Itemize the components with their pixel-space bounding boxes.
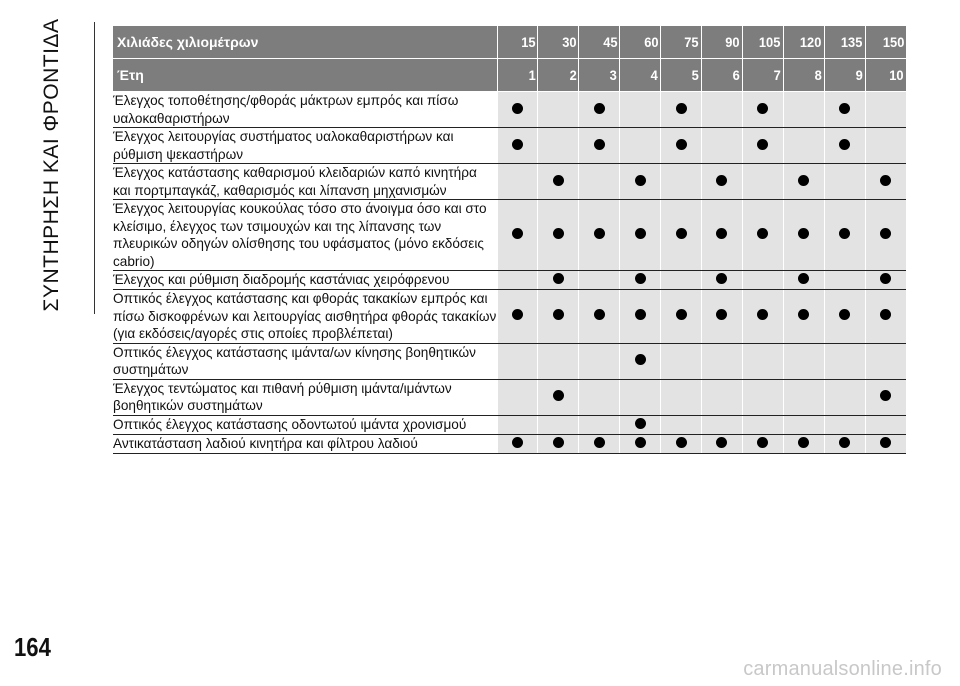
required-dot-icon [839, 309, 850, 320]
interval-cell [497, 200, 538, 271]
interval-cell [579, 271, 620, 290]
required-dot-icon [512, 139, 523, 150]
interval-cell [497, 290, 538, 344]
required-dot-icon [798, 175, 809, 186]
interval-cell [824, 379, 865, 415]
interval-cell [538, 290, 579, 344]
required-dot-icon [676, 103, 687, 114]
table-row [113, 379, 906, 415]
required-dot-icon [594, 309, 605, 320]
interval-cell [538, 379, 579, 415]
interval-cell [620, 164, 661, 200]
section-title: ΣΥΝΤΗΡΗΣΗ ΚΑΙ ΦΡΟΝΤΙΔΑ [40, 18, 63, 312]
required-dot-icon [553, 390, 564, 401]
interval-cell [661, 434, 702, 453]
interval-cell [538, 415, 579, 434]
interval-cell [579, 128, 620, 164]
interval-cell [742, 92, 783, 128]
interval-cell [497, 92, 538, 128]
interval-cell [661, 343, 702, 379]
interval-cell [783, 434, 824, 453]
task-label: Έλεγχος λειτουργίας κουκούλας τόσο στο άνοιγμα όσο και στο κλείσιμο, έλεγχος των τσιμουχών και της λίπανσης των πλευρικών οδηγών ολίσθησης του υφάσματος (μόνο εκδόσεις cabrio) [113, 200, 497, 271]
required-dot-icon [635, 437, 646, 448]
required-dot-icon [553, 228, 564, 239]
header-year-cell: 2 [538, 59, 579, 92]
required-dot-icon [594, 437, 605, 448]
required-dot-icon [798, 228, 809, 239]
interval-cell [497, 271, 538, 290]
header-year-cell: 6 [701, 59, 742, 92]
interval-cell [865, 128, 906, 164]
interval-cell [579, 164, 620, 200]
required-dot-icon [880, 273, 891, 284]
header-years-label: Έτη [113, 59, 497, 92]
interval-cell [579, 290, 620, 344]
required-dot-icon [757, 228, 768, 239]
required-dot-icon [553, 437, 564, 448]
required-dot-icon [839, 103, 850, 114]
interval-cell [742, 128, 783, 164]
interval-cell [865, 290, 906, 344]
required-dot-icon [594, 103, 605, 114]
interval-cell [538, 343, 579, 379]
interval-cell [783, 343, 824, 379]
interval-cell [824, 434, 865, 453]
header-year-cell: 8 [783, 59, 824, 92]
required-dot-icon [798, 309, 809, 320]
interval-cell [742, 434, 783, 453]
side-divider [94, 22, 95, 314]
interval-cell [742, 379, 783, 415]
table-row [113, 290, 906, 344]
required-dot-icon [676, 437, 687, 448]
header-km-cell: 15 [497, 26, 538, 59]
interval-cell [497, 434, 538, 453]
required-dot-icon [512, 103, 523, 114]
required-dot-icon [512, 228, 523, 239]
interval-cell [661, 92, 702, 128]
interval-cell [824, 164, 865, 200]
maintenance-schedule-table [113, 26, 906, 454]
header-year-cell: 10 [865, 59, 906, 92]
interval-cell [538, 92, 579, 128]
header-km-cell: 30 [538, 26, 579, 59]
interval-cell [538, 200, 579, 271]
interval-cell [701, 290, 742, 344]
interval-cell [742, 415, 783, 434]
interval-cell [701, 343, 742, 379]
header-year-cell: 3 [579, 59, 620, 92]
interval-cell [865, 200, 906, 271]
required-dot-icon [757, 309, 768, 320]
interval-cell [497, 415, 538, 434]
interval-cell [661, 164, 702, 200]
required-dot-icon [553, 273, 564, 284]
header-row-km [113, 26, 906, 59]
interval-cell [538, 164, 579, 200]
required-dot-icon [635, 354, 646, 365]
interval-cell [661, 290, 702, 344]
table-row [113, 164, 906, 200]
required-dot-icon [880, 309, 891, 320]
required-dot-icon [798, 273, 809, 284]
interval-cell [701, 92, 742, 128]
required-dot-icon [757, 139, 768, 150]
header-year-cell: 9 [824, 59, 865, 92]
interval-cell [620, 92, 661, 128]
interval-cell [497, 379, 538, 415]
interval-cell [824, 415, 865, 434]
header-year-cell: 7 [742, 59, 783, 92]
interval-cell [742, 271, 783, 290]
interval-cell [497, 128, 538, 164]
header-km-cell: 135 [824, 26, 865, 59]
interval-cell [620, 379, 661, 415]
interval-cell [620, 343, 661, 379]
required-dot-icon [839, 437, 850, 448]
interval-cell [865, 164, 906, 200]
required-dot-icon [880, 390, 891, 401]
required-dot-icon [553, 175, 564, 186]
interval-cell [579, 379, 620, 415]
required-dot-icon [553, 309, 564, 320]
table-row [113, 415, 906, 434]
interval-cell [701, 164, 742, 200]
required-dot-icon [716, 309, 727, 320]
interval-cell [701, 271, 742, 290]
interval-cell [783, 290, 824, 344]
interval-cell [742, 290, 783, 344]
required-dot-icon [635, 273, 646, 284]
interval-cell [865, 434, 906, 453]
interval-cell [538, 271, 579, 290]
required-dot-icon [880, 437, 891, 448]
required-dot-icon [594, 228, 605, 239]
interval-cell [661, 128, 702, 164]
interval-cell [783, 164, 824, 200]
interval-cell [742, 164, 783, 200]
task-label: Οπτικός έλεγχος κατάστασης και φθοράς τακακίων εμπρός και πίσω δισκοφρένων και λειτουργίας αισθητήρα φθοράς τακακίων (για εκδόσεις/αγορές στις οποίες προβλέπεται) [113, 291, 497, 341]
header-km-cell: 60 [620, 26, 661, 59]
required-dot-icon [676, 139, 687, 150]
header-km-cell: 90 [701, 26, 742, 59]
required-dot-icon [880, 228, 891, 239]
table-row [113, 92, 906, 128]
required-dot-icon [757, 437, 768, 448]
interval-cell [538, 434, 579, 453]
header-km-cell: 150 [865, 26, 906, 59]
interval-cell [538, 128, 579, 164]
task-label: Οπτικός έλεγχος κατάστασης οδοντωτού ιμάντα χρονισμού [113, 415, 497, 434]
interval-cell [824, 200, 865, 271]
interval-cell [742, 343, 783, 379]
interval-cell [497, 343, 538, 379]
interval-cell [701, 379, 742, 415]
required-dot-icon [512, 437, 523, 448]
page-number: 164 [14, 632, 51, 662]
header-km-label: Χιλιάδες χιλιομέτρων [113, 26, 497, 59]
required-dot-icon [880, 175, 891, 186]
task-label: Έλεγχος κατάστασης καθαρισμού κλειδαριών καπό κινητήρα και πορτμπαγκάζ, καθαρισμός και λίπανση μηχανισμών [113, 164, 497, 200]
interval-cell [824, 290, 865, 344]
interval-cell [620, 434, 661, 453]
required-dot-icon [635, 228, 646, 239]
interval-cell [620, 290, 661, 344]
interval-cell [661, 415, 702, 434]
interval-cell [620, 415, 661, 434]
interval-cell [661, 200, 702, 271]
required-dot-icon [716, 437, 727, 448]
header-year-cell: 5 [661, 59, 702, 92]
interval-cell [661, 379, 702, 415]
interval-cell [579, 343, 620, 379]
interval-cell [783, 200, 824, 271]
interval-cell [701, 434, 742, 453]
interval-cell [824, 343, 865, 379]
required-dot-icon [798, 437, 809, 448]
interval-cell [701, 128, 742, 164]
required-dot-icon [716, 175, 727, 186]
interval-cell [865, 92, 906, 128]
required-dot-icon [839, 228, 850, 239]
interval-cell [701, 200, 742, 271]
interval-cell [579, 92, 620, 128]
interval-cell [620, 271, 661, 290]
required-dot-icon [839, 139, 850, 150]
table-row [113, 434, 906, 453]
interval-cell [579, 415, 620, 434]
interval-cell [865, 415, 906, 434]
task-label: Έλεγχος λειτουργίας συστήματος υαλοκαθαριστήρων και ρύθμιση ψεκαστήρων [113, 128, 497, 164]
interval-cell [579, 200, 620, 271]
table-row [113, 200, 906, 271]
interval-cell [824, 92, 865, 128]
required-dot-icon [635, 175, 646, 186]
header-km-cell: 105 [742, 26, 783, 59]
table-row [113, 128, 906, 164]
interval-cell [701, 415, 742, 434]
interval-cell [497, 164, 538, 200]
watermark: carmanualsonline.info [743, 658, 942, 680]
table-row [113, 343, 906, 379]
interval-cell [579, 434, 620, 453]
required-dot-icon [635, 309, 646, 320]
task-label: Έλεγχος τεντώματος και πιθανή ρύθμιση ιμάντα/ιμάντων βοηθητικών συστημάτων [113, 379, 497, 415]
interval-cell [661, 271, 702, 290]
required-dot-icon [716, 228, 727, 239]
required-dot-icon [676, 228, 687, 239]
interval-cell [742, 200, 783, 271]
required-dot-icon [635, 418, 646, 429]
required-dot-icon [676, 309, 687, 320]
interval-cell [824, 128, 865, 164]
interval-cell [865, 379, 906, 415]
interval-cell [865, 271, 906, 290]
required-dot-icon [716, 273, 727, 284]
header-row-years [113, 59, 906, 92]
header-km-cell: 120 [783, 26, 824, 59]
interval-cell [824, 271, 865, 290]
interval-cell [783, 415, 824, 434]
required-dot-icon [512, 309, 523, 320]
task-label: Έλεγχος τοποθέτησης/φθοράς μάκτρων εμπρός και πίσω υαλοκαθαριστήρων [113, 92, 497, 128]
interval-cell [783, 271, 824, 290]
table-row [113, 271, 906, 290]
header-km-cell: 45 [579, 26, 620, 59]
task-label: Έλεγχος και ρύθμιση διαδρομής καστάνιας χειρόφρενου [113, 271, 497, 290]
header-km-cell: 75 [661, 26, 702, 59]
task-label: Αντικατάσταση λαδιού κινητήρα και φίλτρου λαδιού [113, 434, 497, 453]
interval-cell [620, 128, 661, 164]
interval-cell [620, 200, 661, 271]
interval-cell [865, 343, 906, 379]
interval-cell [783, 379, 824, 415]
required-dot-icon [757, 103, 768, 114]
interval-cell [783, 92, 824, 128]
header-year-cell: 1 [497, 59, 538, 92]
required-dot-icon [594, 139, 605, 150]
header-year-cell: 4 [620, 59, 661, 92]
interval-cell [783, 128, 824, 164]
task-label: Οπτικός έλεγχος κατάστασης ιμάντα/ων κίνησης βοηθητικών συστημάτων [113, 343, 497, 379]
